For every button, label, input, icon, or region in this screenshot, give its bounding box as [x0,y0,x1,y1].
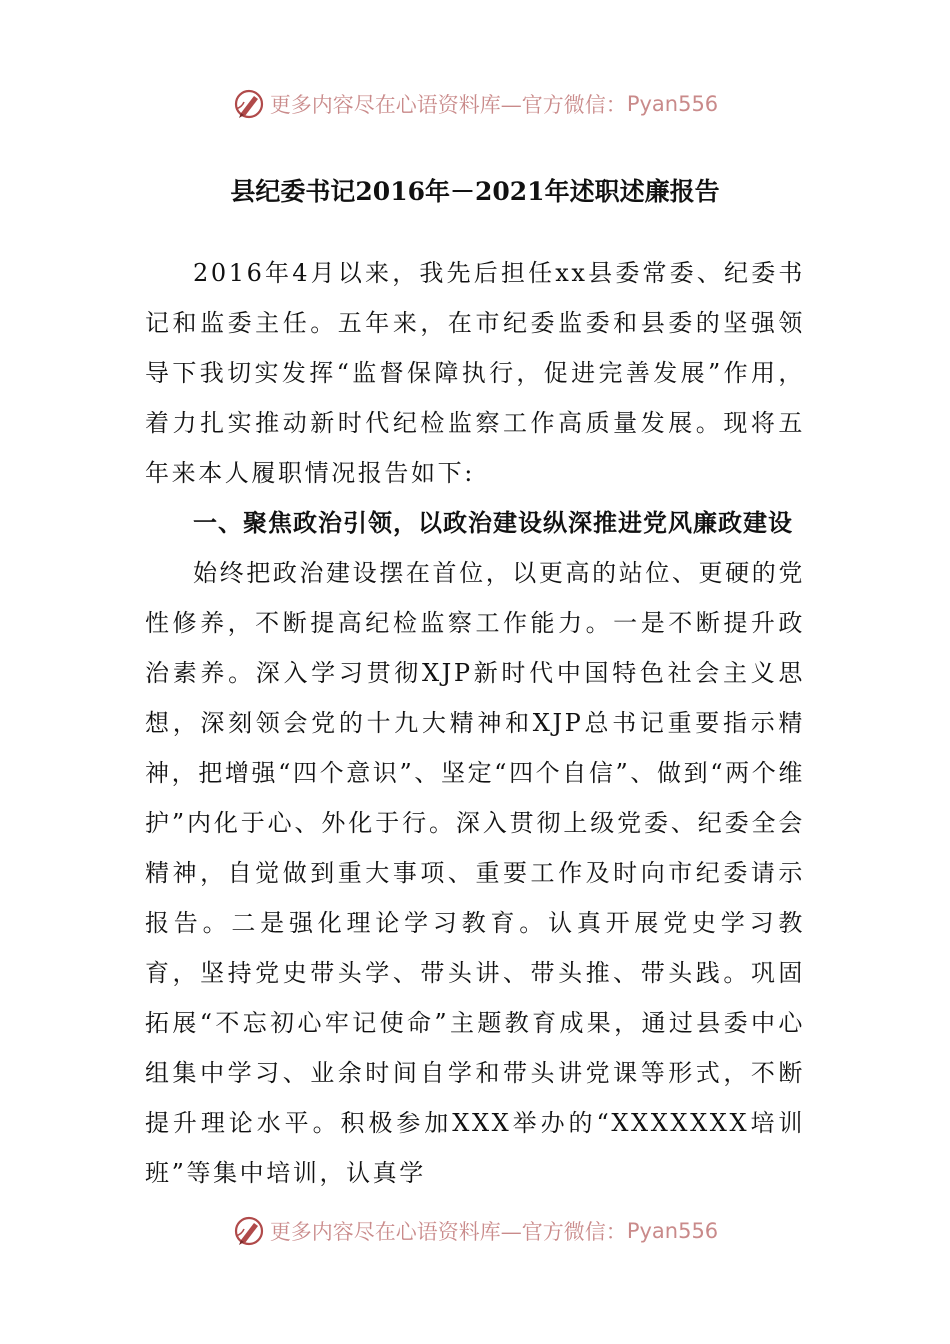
header-watermark [0,84,950,124]
watermark-wechat-id: Pyan556 [626,92,719,116]
document-body [145,248,805,1198]
intro-paragraph: 2016年4月以来，我先后担任xx县委常委、纪委书记和监委主任。五年来，在市纪委监委和县委的坚强领导下我切实发挥“监督保障执行，促进完善发展”作用，着力扎实推动新时代纪检监察工作高质量发展。现将五年来本人履职情况报告如下: [145,259,805,487]
watermark-text: 更多内容尽在心语资料库—官方微信： [269,1220,627,1244]
pen-logo-icon [232,87,266,121]
document-title: 县纪委书记2016年－2021年述职述廉报告 [230,177,720,206]
footer-watermark [0,1211,950,1251]
section-paragraph: 始终把政治建设摆在首位，以更高的站位、更硬的党性修养，不断提高纪检监察工作能力。一是不断提升政治素养。深入学习贯彻XJP新时代中国特色社会主义思想，深刻领会党的十九大精神和XJP总书记重要指示精神，把增强“四个意识”、坚定“四个自信”、做到“两个维护”内化于心、外化于行。深入贯彻上级党委、纪委全会精神，自觉做到重大事项、重要工作及时向市纪委请示报告。二是强化理论学习教育。认真开展党史学习教育，坚持党史带头学、带头讲、带头推、带头践。巩固拓展“不忘初心牢记使命”主题教育成果，通过县委中心组集中学习、业余时间自学和带头讲党课等形式，不断提升理论水平。积极参加XXX举办的“XXXXXXX培训班”等集中培训，认真学 [145,559,805,1187]
watermark-wechat-id: Pyan556 [626,1219,719,1243]
watermark-text: 更多内容尽在心语资料库—官方微信： [269,93,627,117]
pen-logo-icon [232,1214,266,1248]
section-heading: 一、聚焦政治引领，以政治建设纵深推进党风廉政建设 [193,509,793,537]
